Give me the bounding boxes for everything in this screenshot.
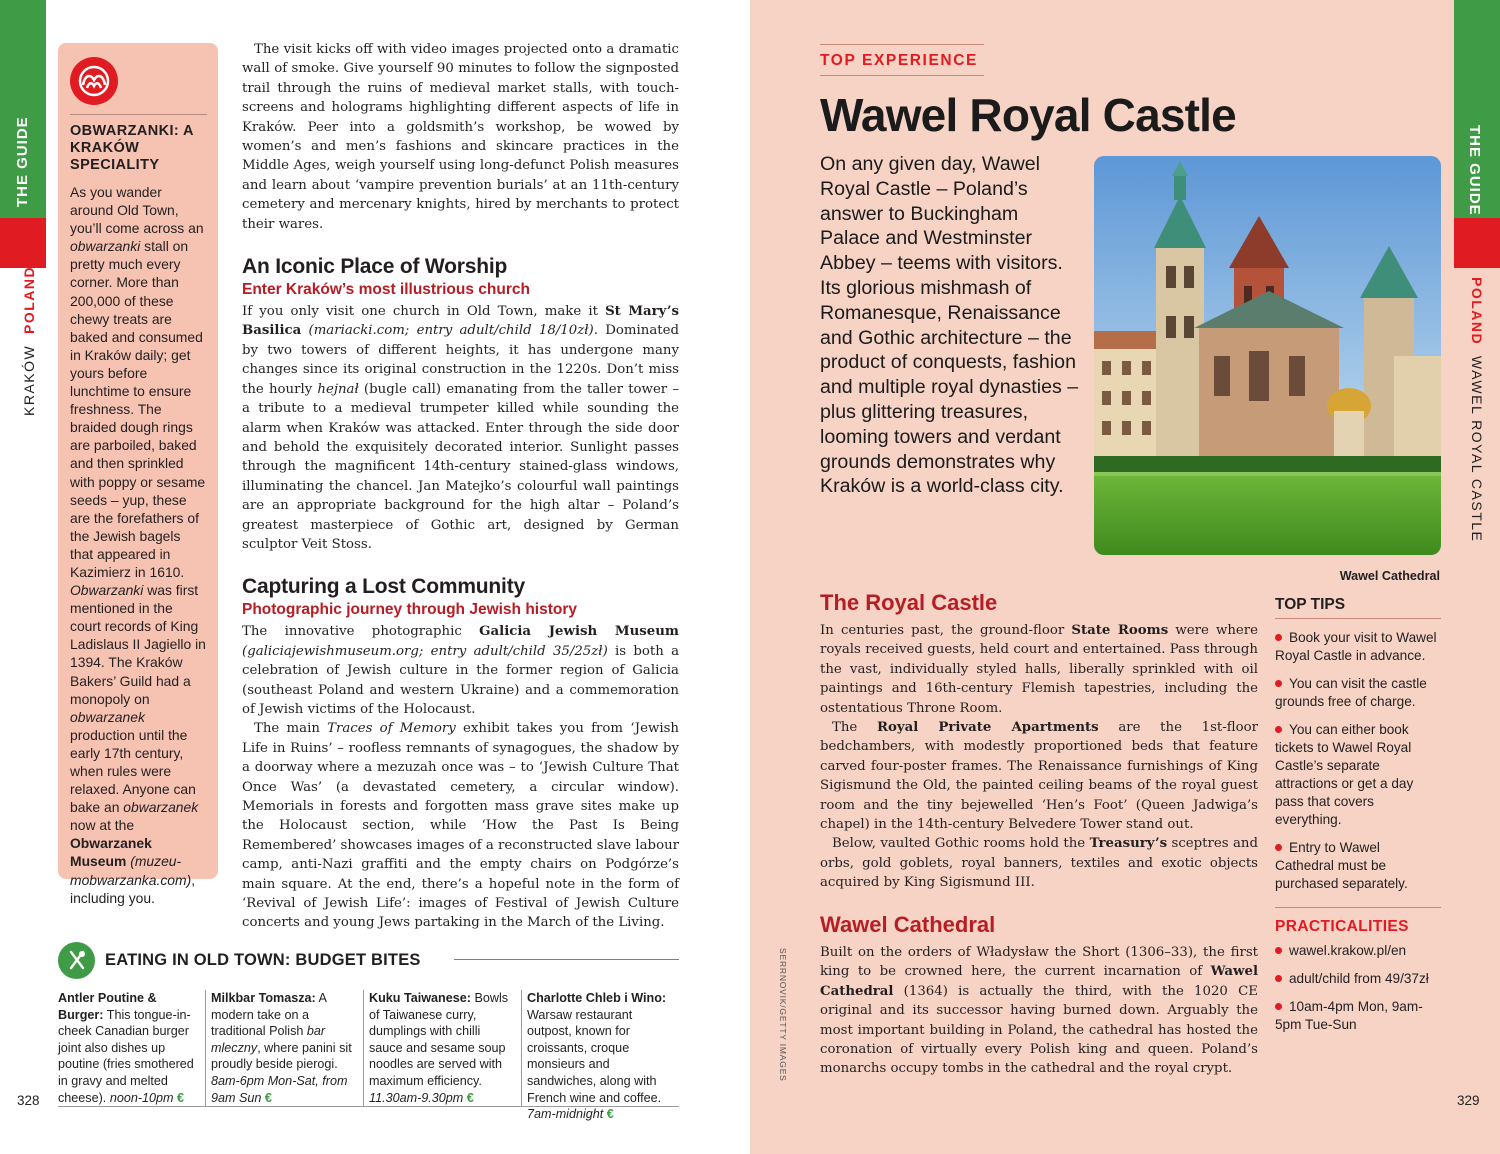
eatery-listing: Kuku Taiwanese: Bowls of Taiwanese curry, dumplings with chilli sauce and sesame soup noodles are served with maximum efficiency. 11.30am-9.30pm € <box>363 990 521 1106</box>
practicality-item: 10am-4pm Mon, 9am-5pm Tue-Sun <box>1275 999 1423 1032</box>
state-rooms-paragraph: In centuries past, the ground-floor State Rooms were where royals received guests, held court and entertained. Pass through the vast, individually styled halls, liberally sprinkled with oil paintings and 16th-century Flemish tapestries, including the ostentatious Throne Room. <box>820 623 1259 716</box>
bullet-dot <box>1275 947 1282 954</box>
bullet-dot <box>1275 634 1282 641</box>
eating-section-title: EATING IN OLD TOWN: BUDGET BITES <box>105 950 421 969</box>
page-number-left: 328 <box>17 1093 40 1108</box>
top-experience-kicker: TOP EXPERIENCE <box>820 44 984 76</box>
top-tips-title: TOP TIPS <box>1275 596 1441 619</box>
st-marys-paragraph: If you only visit one church in Old Town, make it St Mary’s Basilica (mariacki.com; entry adult/child 18/10zł). Dominated by two towers of different heights, it has undergone many changes since its original construction in the 1220s. Don’t miss the hourly hejnał (bugle call) emanating from the taller tower – a tribute to a medieval trumpeter killed while sounding the alarm when Kraków was attacked. Enter through the side door and behold the exquisitely decorated interior. Sunlight passes through the magnificent 14th-century stained-glass windows, illuminating the chancel. Jan Matejko’s colourful wall paintings are an appropriate background for the high altar – Poland’s greatest masterpiece of Gothic art, designed by German sculptor Veit Stoss. <box>242 304 680 552</box>
tip-item: You can either book tickets to Wawel Royal Castle’s separate attractions or get a day pass that covers everything. <box>1275 722 1414 827</box>
eating-listings <box>58 990 679 1122</box>
top-tips-box <box>1275 596 1441 1034</box>
practicalities-title: PRACTICALITIES <box>1275 907 1441 936</box>
section-heading-royal-castle: The Royal Castle <box>820 590 998 615</box>
apartments-paragraph: The Royal Private Apartments are the 1st-floor bedchambers, with modestly proportioned beds that feature carved four-poster frames. The Renaissance furnishings of King Sigismund the Old, the painted ceiling beams of the royal guest room and the tiny bejewelled ‘Hen’s Foot’ (Queen Jadwiga’s chapel) in the 14th-century Belvedere Tower stand out. <box>820 720 1258 833</box>
eating-header-rule <box>454 959 679 960</box>
guide-tab-label: THE GUIDE <box>14 116 31 207</box>
intro-paragraph: The visit kicks off with video images projected onto a dramatic wall of smoke. Give yourself 90 minutes to follow the signposted trail through the ruins of medieval market stalls, with touch-screens and holograms highlighting different aspects of life in Kraków. Peer into a goldsmith’s workshop, be wowed by women’s and men’s fashions and skincare practices in the Middle Ages, weigh yourself using long-defunct Polish measures and learn about ‘vampire prevention burials’ at an 11th-century cemetery and mercenary knights, hired by merchants to protect their wares. <box>242 42 679 232</box>
wawel-cathedral-photo <box>1094 156 1441 555</box>
eatery-listing: Milkbar Tomasza: A modern take on a traditional Polish bar mleczny, where panini sit proudly beside pierogi. 8am-6pm Mon-Sat, from 9am Sun € <box>205 990 363 1106</box>
running-head-country: POLAND <box>1469 277 1485 346</box>
right-page <box>750 0 1500 1154</box>
left-main-column <box>242 40 679 933</box>
bullet-dot <box>1275 844 1282 851</box>
practicality-item: wawel.krakow.pl/en <box>1275 942 1441 960</box>
cathedral-paragraph: Built on the orders of Władysław the Short (1306–33), the first king to be crowned here, the current incarnation of Wawel Cathedral (1364) is actually the third, with the 1020 CE original and its successor having burned down. Arguably the most important building in Poland, the cathedral has hosted the coronation of virtually every Polish king and queen. Poland’s monarchs occupy tombs in the cathedral and the royal crypt. <box>820 945 1258 1077</box>
tip-item: You can visit the castle grounds free of charge. <box>1275 676 1427 709</box>
running-head <box>1469 277 1485 542</box>
galicia-paragraph: The innovative photographic Galicia Jewish Museum (galiciajewishmuseum.org; entry adult/child 35/25zł) is both a celebration of Jewish culture in the former region of Galicia (southeast Poland and western Ukraine) and a commemoration of Jewish victims of the Holocaust. <box>242 624 679 717</box>
page-number-right: 329 <box>1457 1093 1480 1108</box>
bullet-dot <box>1275 726 1282 733</box>
bullet-dot <box>1275 975 1282 982</box>
tip-item: Entry to Wawel Cathedral must be purchased separately. <box>1275 840 1408 891</box>
treasury-paragraph: Below, vaulted Gothic rooms hold the Treasury’s sceptres and orbs, gold goblets, royal banners, textiles and exotic objects acquired by King Sigismund III. <box>820 836 1258 891</box>
royal-castle-section <box>820 589 1258 893</box>
photo-credit: SERRNOVIK/GETTY IMAGES <box>778 948 788 1082</box>
fork-knife-icon <box>58 942 95 979</box>
tip-item: Book your visit to Wawel Royal Castle in advance. <box>1275 630 1437 663</box>
red-tab-marker <box>0 218 46 268</box>
section-subheading-worship: Enter Kraków’s most illustrious church <box>242 281 530 299</box>
eating-section-header <box>58 940 679 980</box>
running-head <box>21 266 37 416</box>
intro-text: On any given day, Wawel Royal Castle – Poland’s answer to Buckingham Palace and Westminster Abbey – teems with visitors. Its glorious mishmash of Romanesque, Renaissance and Gothic architecture – the product of conquests, fashion and multiple royal dynasties – plus glittering treasures, looming towers and verdant grounds demonstrates why Kraków is a world-class city. <box>820 153 1079 498</box>
running-head-city: KRAKÓW <box>21 344 37 416</box>
running-head-country: POLAND <box>21 265 37 334</box>
practicality-item: adult/child from 49/37zł <box>1275 970 1441 988</box>
sidebar-title: OBWARZANKI: A KRAKÓW SPECIALITY <box>70 123 194 173</box>
obwarzanek-pretzel-icon <box>70 57 118 105</box>
section-heading-cathedral: Wawel Cathedral <box>820 912 996 937</box>
eatery-listing: Antler Poutine & Burger: This tongue-in-cheek Canadian burger joint also dishes up poutine (fries smothered in gravy and melted cheese). noon-10pm € <box>58 991 194 1105</box>
section-subheading-community: Photographic journey through Jewish history <box>242 601 577 619</box>
running-head-section: WAWEL ROYAL CASTLE <box>1469 355 1485 543</box>
guide-tab-label: THE GUIDE <box>1466 125 1483 216</box>
eating-bottom-rule <box>58 1106 679 1107</box>
eatery-listing: Charlotte Chleb i Wino: Warsaw restaurant outpost, known for croissants, croque monsieurs and sandwiches, along with French wine and coffee. 7am-midnight € <box>521 990 679 1106</box>
photo-caption: Wawel Cathedral <box>1339 569 1440 583</box>
red-tab-marker <box>1454 218 1500 268</box>
traces-paragraph: The main Traces of Memory exhibit takes you from ‘Jewish Life in Ruins’ – roofless remnants of synagogues, the shadow by a doorway where a mezuzah once was – to ‘Jewish Culture That Once Was’ (a devastated cemetery, a circular window). Memorials in forests and forgotten mass grave sites make up the Holocaust section, while ‘How the Past Is Being Remembered’ showcases images of a reconstructed slave labour camp, anti-Nazi graffiti and the empty chairs on Podgórze’s main square. At the end, there’s a hopeful note in the form of ‘Revival of Jewish Life’: images of Festival of Jewish Culture concerts and young Jews partaking in the March of the Living. <box>242 721 679 931</box>
page-title: Wawel Royal Castle <box>820 89 1236 141</box>
sidebar-divider <box>70 114 207 115</box>
cathedral-section <box>820 911 1258 1079</box>
bullet-dot <box>1275 1003 1282 1010</box>
section-heading-worship: An Iconic Place of Worship <box>242 255 508 279</box>
obwarzanki-sidebar <box>58 43 218 906</box>
section-heading-community: Capturing a Lost Community <box>242 575 525 599</box>
sidebar-body: As you wander around Old Town, you’ll come across an obwarzanki stall on pretty much every corner. More than 200,000 of these chewy treats are baked and consumed in Kraków daily; get yours before lunchtime to ensure freshness. The braided dough rings are parboiled, baked and then sprinkled with poppy or sesame seeds – yup, these are the forefathers of the Jewish bagels that appeared in Kazimierz in 1610. Obwarzanki was first mentioned in the court records of King Ladislaus II Jagiello in 1394. The Kraków Bakers’ Guild had a monopoly on obwarzanek production until the early 17th century, when rules were relaxed. Anyone can bake an obwarzanek now at the Obwarzanek Museum (muzeu-mobwarzanka.com), including you. <box>70 184 206 906</box>
bullet-dot <box>1275 680 1282 687</box>
